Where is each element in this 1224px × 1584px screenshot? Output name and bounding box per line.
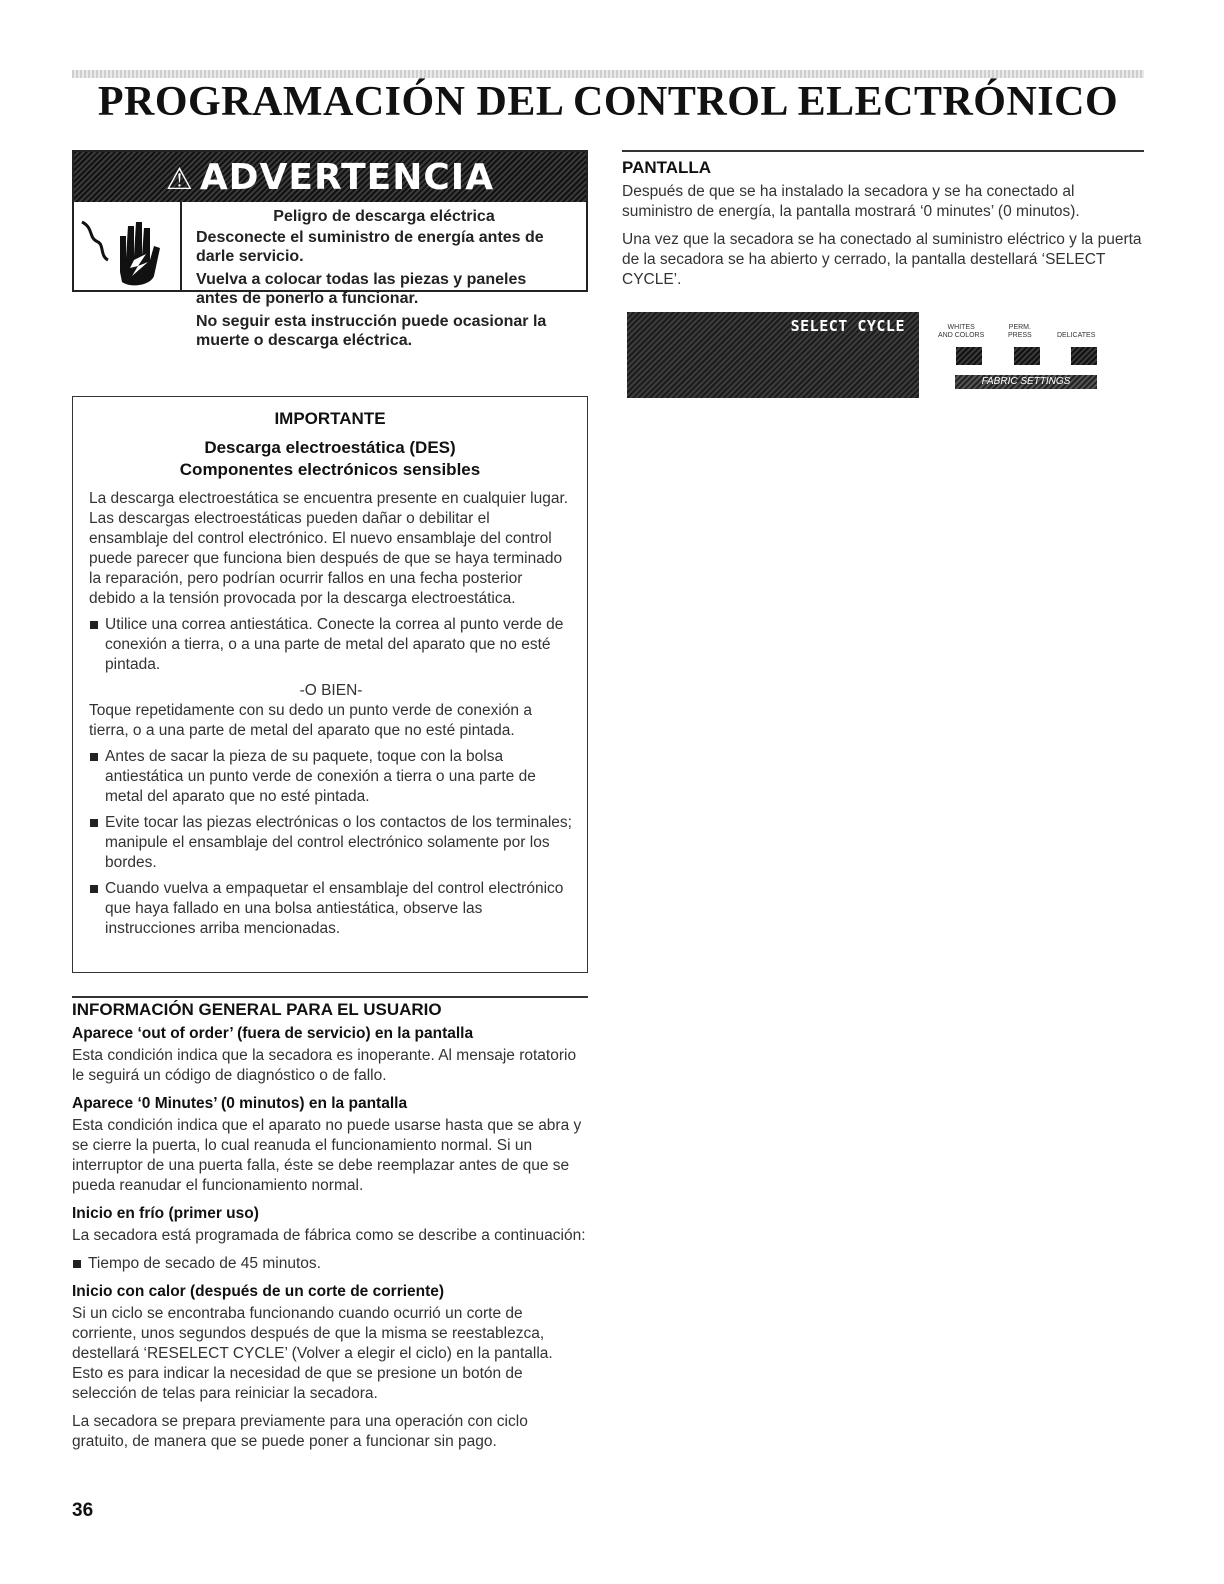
whites-label xyxy=(938,324,984,340)
delicates-label: DELICATES xyxy=(1057,332,1096,339)
important-bullet: Evite tocar las piezas electrónicas o los contactos de los terminales; manipule el ensamblaje del control electrónico solamente por los bordes. xyxy=(89,813,573,873)
important-intro: La descarga electroestática se encuentra presente en cualquier lugar. Las descargas electroestáticas pueden dañar o debilitar el ensamblaje del control electrónico. El nuevo ensamblaje del control puede parecer que funciona bien después de que se haya terminado la reparación, pero podrían ocurrir fallos en una fecha posterior debido a la tensión provocada por la descarga electroestática. xyxy=(89,490,569,607)
info-subheading: Inicio en frío (primer uso) xyxy=(72,1205,259,1222)
important-bullet: Utilice una correa antiestática. Conecte la correa al punto verde de conexión a tierra, o a una parte de metal del aparato que no esté pintada. xyxy=(89,615,573,675)
info-paragraph: Si un ciclo se encontraba funcionando cuando ocurrió un corte de corriente, unos segundos después de que la misma se reestablezca, destellará ‘RESELECT CYCLE’ (Volver a elegir el ciclo) en la pantalla. Esto es para indicar la necesidad de que se presione un botón de selección de telas para reiniciar la secadora. xyxy=(72,1305,553,1402)
header-rule xyxy=(72,70,1144,78)
section-rule xyxy=(72,996,588,998)
display-text: SELECT CYCLE xyxy=(790,317,905,335)
info-bullet: Tiempo de secado de 45 minutos. xyxy=(72,1254,588,1274)
warning-heading: Peligro de descarga eléctrica xyxy=(273,208,495,225)
warning-line: Desconecte el suministro de energía antes de darle servicio. xyxy=(196,229,544,265)
perm-label-line: PRESS xyxy=(1008,332,1032,339)
fabric-settings-bar: FABRIC SETTINGS xyxy=(955,375,1097,389)
warning-box xyxy=(72,150,588,349)
info-paragraph: Esta condición indica que la secadora es inoperante. Al mensaje rotatorio le seguirá un código de diagnóstico o de fallo. xyxy=(72,1047,577,1084)
important-bullet: Antes de sacar la pieza de su paquete, toque con la bolsa antiestática un punto verde de conexión a tierra o una parte de metal del aparato que no esté pintada. xyxy=(89,747,573,807)
pantalla-paragraph: Una vez que la secadora se ha conectado al suministro eléctrico y la puerta de la secadora se ha abierto y cerrado, la pantalla destellará ‘SELECT CYCLE’. xyxy=(622,231,1142,288)
info-subheading: Aparece ‘out of order’ (fuera de servicio) en la pantalla xyxy=(72,1025,474,1042)
warning-banner-label: ADVERTENCIA xyxy=(199,157,495,198)
page-title: PROGRAMACIÓN DEL CONTROL ELECTRÓNICO xyxy=(97,79,1119,125)
info-section xyxy=(72,1024,588,1460)
section-rule xyxy=(622,150,1144,152)
info-paragraph: La secadora está programada de fábrica como se describe a continuación: xyxy=(72,1227,586,1244)
info-paragraph: Esta condición indica que el aparato no puede usarse hasta que se abra y se cierre la puerta, lo cual reanuda el funcionamiento normal. Si un interruptor de una puerta falla, éste se debe reemplazar antes de que se pueda reanudar el funcionamiento normal. xyxy=(72,1117,582,1194)
warning-line: No seguir esta instrucción puede ocasionar la muerte o descarga eléctrica. xyxy=(196,313,547,349)
perm-label-line: PERM. xyxy=(1008,324,1031,331)
perm-press-label xyxy=(1008,324,1032,340)
control-display xyxy=(627,312,919,398)
important-alt-text: Toque repetidamente con su dedo un punto verde de conexión a tierra, o a una parte de metal del aparato que no esté pintada. xyxy=(89,702,532,739)
important-title: IMPORTANTE xyxy=(274,409,386,428)
important-bullet: Cuando vuelva a empaquetar el ensamblaje del control electrónico que haya fallado en una bolsa antiestática, observe las instrucciones arriba mencionadas. xyxy=(89,879,573,939)
pantalla-paragraph: Después de que se ha instalado la secadora y se ha conectado al suministro de energía, la pantalla mostrará ‘0 minutes’ (0 minutos). xyxy=(622,183,1080,220)
pantalla-heading: PANTALLA xyxy=(622,158,712,177)
info-subheading: Inicio con calor (después de un corte de corriente) xyxy=(72,1283,445,1300)
pantalla-section xyxy=(622,182,1144,298)
warning-banner xyxy=(74,152,586,202)
whites-label-line: WHITES xyxy=(947,324,975,331)
warning-triangle-icon: ⚠ xyxy=(165,162,194,197)
whites-button[interactable] xyxy=(956,347,982,365)
info-subheading: Aparece ‘0 Minutes’ (0 minutos) en la pantalla xyxy=(72,1095,408,1112)
important-box xyxy=(72,396,588,973)
page-number: 36 xyxy=(72,1500,94,1521)
info-heading: INFORMACIÓN GENERAL PARA EL USUARIO xyxy=(72,1000,442,1019)
electric-shock-icon xyxy=(74,202,182,290)
info-paragraph: La secadora se prepara previamente para una operación con ciclo gratuito, de manera que se puede poner a funcionar sin pago. xyxy=(72,1413,528,1450)
warning-line: Vuelva a colocar todas las piezas y paneles antes de ponerlo a funcionar. xyxy=(196,271,527,307)
delicates-button[interactable] xyxy=(1071,347,1097,365)
important-subtitle: Componentes electrónicos sensibles xyxy=(179,460,481,479)
or-separator: -O BIEN- xyxy=(299,682,363,699)
whites-label-line: AND COLORS xyxy=(938,332,985,339)
perm-press-button[interactable] xyxy=(1014,347,1040,365)
important-subtitle: Descarga electroestática (DES) xyxy=(204,438,456,457)
